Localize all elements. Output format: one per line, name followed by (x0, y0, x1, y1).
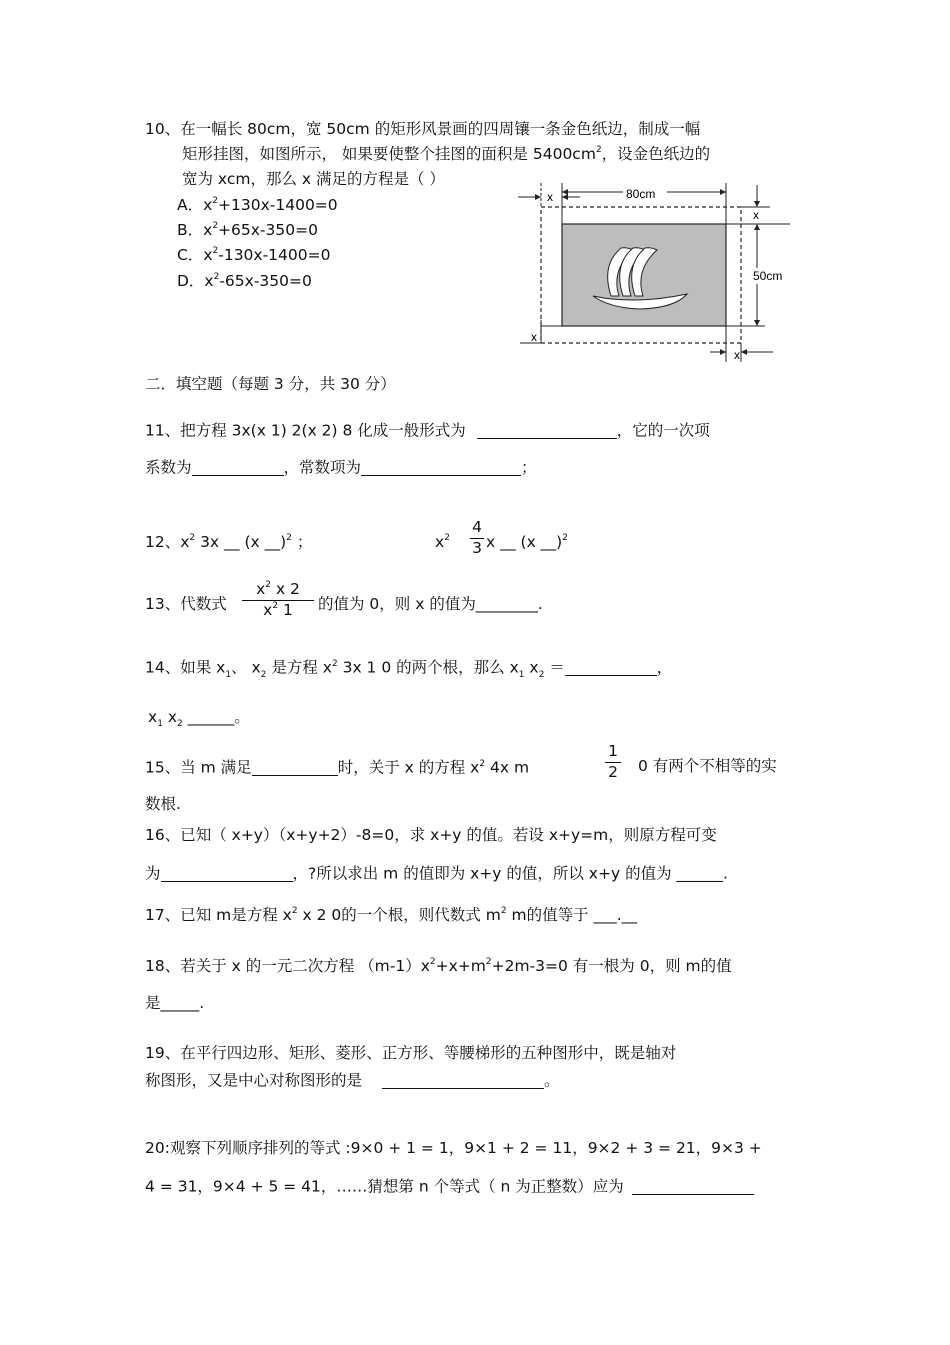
q13-fraction: $x^2$ x 2 $x^2$ 1 (242, 582, 314, 618)
q13-label: 13、代数式 (145, 595, 227, 613)
q12-fraction: 4 3 (470, 520, 484, 556)
q11-line2: 系数为 ，常数项为 ； (145, 458, 537, 477)
q19-line1: 19、在平行四边形、矩形、菱形、正方形、等腰梯形的五种图形中，既是轴对 (145, 1044, 677, 1062)
q15-blank[interactable] (252, 759, 338, 776)
q14-line1: 14、如果 $x_1$、 $x_2$ 是方程 $x^2$ 3x 1 0 的两个根，那么 $x_1$ $x_2$ ＝ ， (145, 658, 673, 680)
q15-fraction: 1 2 (605, 744, 621, 780)
q15-line2: 数根. (145, 795, 181, 813)
q20-line2: 4 = 31，9×4 + 5 = 41，……猜想第 n 个等式（ n 为正整数）应为 (145, 1178, 754, 1195)
q15-line1-a: 15、当 m 满足 时，关于 x 的方程 $x^2$ 4x m (145, 758, 530, 777)
q19-blank[interactable] (382, 1072, 544, 1089)
q16-line2: 为 ，?所以求出 m 的值即为 x+y 的值，所以 x+y 的值为 ______. (145, 864, 728, 883)
q10-option-c: C．$x^2-130x-1400=0$ (177, 246, 331, 264)
q10-option-a: A．$x^2+130x-1400=0$ (177, 196, 338, 214)
q20-line1: 20:观察下列顺序排列的等式 :9×0 + 1 = 1，9×1 + 2 = 11，9×2 + 3 = 21，9×3 + (145, 1139, 762, 1157)
bottom-right-x-label: x (734, 348, 740, 362)
q14-line2: $x_1$ $x_2$ ______。 (148, 708, 250, 729)
q16-line1: 16、已知（ x+y）（x+y+2）-8=0，求 x+y 的值。若设 x+y=m，则原方程可变 (145, 826, 717, 844)
q10-line2: 矩形挂图，如图所示， 如果要使整个挂图的面积是 $5400cm^2$，设金色纸边的 (182, 145, 711, 163)
section-heading: 二．填空题（每题 3 分，共 30 分） (145, 375, 396, 393)
q11-line1: 11、把方程 3x(x 1) 2(x 2) 8 化成一般形式为 ，它的一次项 (145, 421, 710, 440)
q10-option-d: D．$x^2-65x-350=0$ (177, 272, 312, 290)
q19-line2: 称图形，又是中心对称图形的是 。 (145, 1071, 560, 1090)
q11-blank-coefficient[interactable] (192, 459, 284, 476)
top-x-label: x (547, 190, 553, 204)
q14-blank-sum[interactable] (565, 659, 657, 676)
q15-line1-b: 0 有两个不相等的实 (638, 757, 777, 775)
q16-blank-equation[interactable] (161, 865, 293, 882)
right-x-label: x (753, 208, 759, 222)
q10-option-b: B．$x^2+65x-350=0$ (177, 221, 318, 239)
q13-rest: 的值为 0，则 x 的值为________. (318, 595, 543, 613)
q10-line1: 10、在一幅长 80cm，宽 50cm 的矩形风景画的四周镶一条金色纸边，制成一幅 (145, 120, 701, 138)
q20-blank[interactable] (632, 1178, 754, 1195)
width-label: 80cm (626, 187, 656, 201)
framed-picture-figure (515, 180, 795, 365)
q12-part2-a: $x^2$ (435, 533, 450, 551)
height-label: 50cm (753, 269, 783, 283)
q12-part1: 12、$x^2$ 3x __ (x __)$^2$ ； (145, 533, 313, 551)
q11-blank-constant[interactable] (361, 459, 521, 476)
q18-line2: 是_____. (145, 994, 205, 1012)
q18-line1: 18、若关于 x 的一元二次方程 $(m-1)x^2+x+m^2+2m-3=0$ 有一根为 0，则 m的值 (145, 957, 732, 975)
q17-line: 17、已知 m是方程 $x^2$ x 2 0的一个根，则代数式 $m^2$ m的值等于 ___.__ (145, 906, 638, 924)
bottom-left-x-label: x (531, 330, 537, 344)
q12-part2-b: x __ (x __)$^2$ (486, 533, 568, 551)
q10-line3: 宽为 xcm，那么 x 满足的方程是（ ） (182, 170, 445, 188)
q11-blank-general-form[interactable] (477, 422, 617, 439)
